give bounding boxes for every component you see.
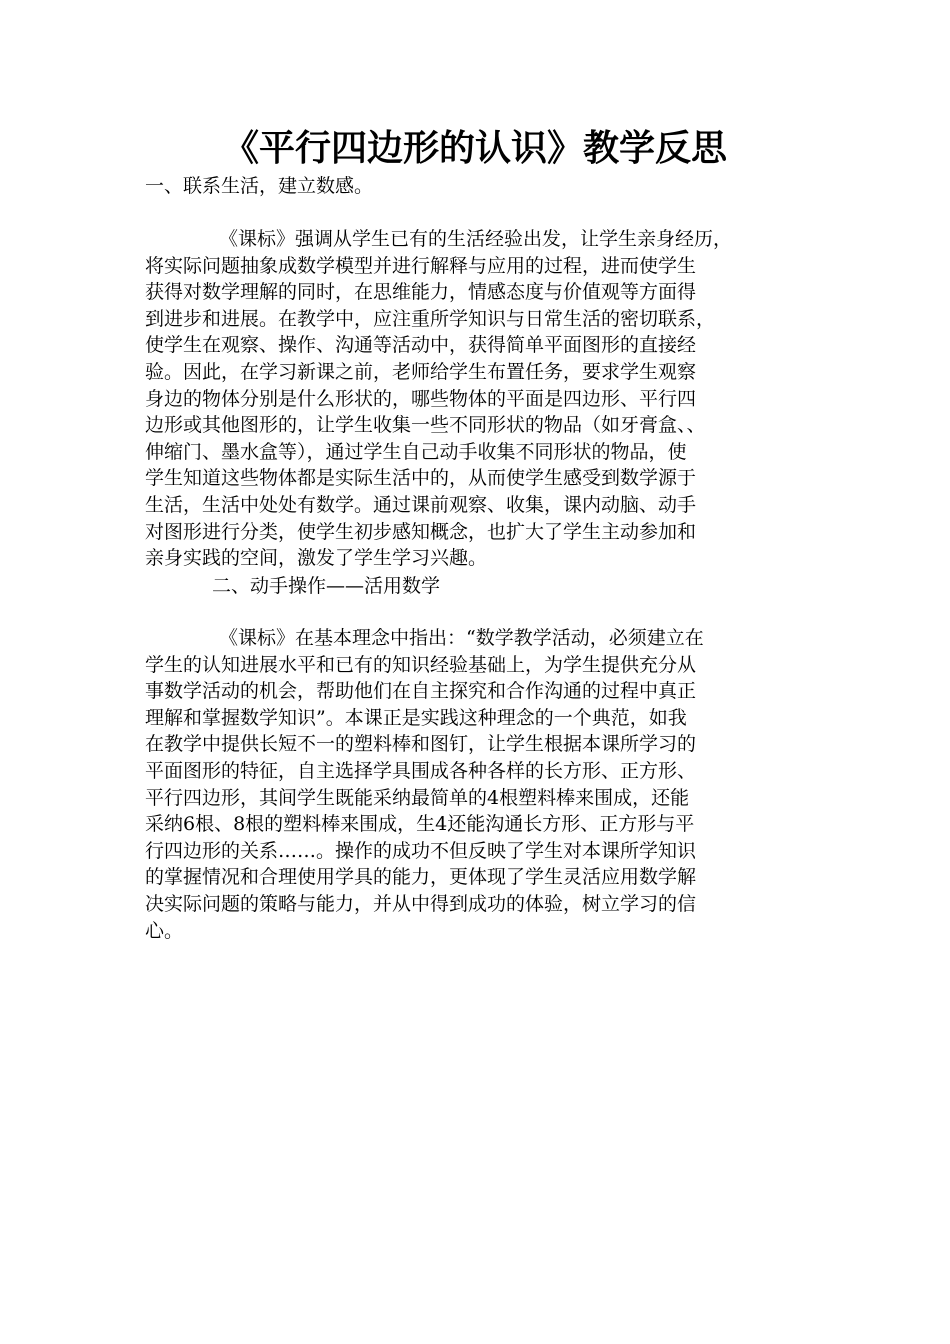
paragraph-line: 边形或其他图形的，让学生收集一些不同形状的物品（如牙膏盒、、 xyxy=(145,414,706,437)
section-paragraph-2 xyxy=(145,625,825,944)
paragraph-line: 事数学活动的机会，帮助他们在自主探究和合作沟通的过程中真正 xyxy=(145,680,697,703)
paragraph-line: 到进步和进展。在教学中，应注重所学知识与日常生活的密切联系， xyxy=(145,307,716,330)
section-paragraph-1 xyxy=(145,226,825,572)
paragraph-line: 采纳6根、8根的塑料棒来围成，生4还能沟通长方形、正方形与平 xyxy=(145,813,695,836)
paragraph-line: 决实际问题的策略与能力，并从中得到成功的体验，树立学习的信 xyxy=(145,892,697,915)
paragraph-line: 生活，生活中处处有数学。通过课前观察、收集，课内动脑、动手 xyxy=(145,493,697,516)
paragraph-line: 平面图形的特征，自主选择学具围成各种各样的长方形、正方形、 xyxy=(145,759,697,782)
paragraph-line: 平行四边形，其间学生既能采纳最简单的4根塑料棒来围成，还能 xyxy=(145,786,690,809)
section-heading-2: 二、动手操作——活用数学 xyxy=(212,575,441,597)
paragraph-line: 在教学中提供长短不一的塑料棒和图钉，让学生根据本课所学习的 xyxy=(145,733,697,756)
paragraph-line: 学生的认知进展水平和已有的知识经验基础上，为学生提供充分从 xyxy=(145,653,697,676)
paragraph-line: 心。 xyxy=(145,919,184,942)
paragraph-line: 学生知道这些物体都是实际生活中的，从而使学生感受到数学源于 xyxy=(145,467,697,490)
paragraph-line: 使学生在观察、操作、沟通等活动中，获得简单平面图形的直接经 xyxy=(145,334,697,357)
section-heading-1: 一、联系生活，建立数感。 xyxy=(145,175,374,197)
paragraph-line: 《课标》强调从学生已有的生活经验出发，让学生亲身经历， xyxy=(219,228,733,250)
paragraph-line: 伸缩门、墨水盒等），通过学生自己动手收集不同形状的物品，使 xyxy=(145,440,687,463)
paragraph-line: 将实际问题抽象成数学模型并进行解释与应用的过程，进而使学生 xyxy=(145,254,697,277)
paragraph-line: 《课标》在基本理念中指出：“数学教学活动，必须建立在 xyxy=(219,627,704,649)
paragraph-line: 验。因此，在学习新课之前，老师给学生布置任务，要求学生观察 xyxy=(145,360,697,383)
paragraph-line: 亲身实践的空间，激发了学生学习兴趣。 xyxy=(145,547,488,570)
document-title: 《平行四边形的认识》教学反思 xyxy=(222,127,727,169)
paragraph-line: 的掌握情况和合理使用学具的能力，更体现了学生灵活应用数学解 xyxy=(145,866,697,889)
paragraph-line: 理解和掌握数学知识”。本课正是实践这种理念的一个典范，如我 xyxy=(145,706,687,729)
paragraph-line: 行四边形的关系……。操作的成功不但反映了学生对本课所学知识 xyxy=(145,839,697,862)
paragraph-line: 身边的物体分别是什么形状的，哪些物体的平面是四边形、平行四 xyxy=(145,387,697,410)
paragraph-line: 对图形进行分类，使学生初步感知概念，也扩大了学生主动参加和 xyxy=(145,520,697,543)
paragraph-line: 获得对数学理解的同时，在思维能力，情感态度与价值观等方面得 xyxy=(145,281,697,304)
